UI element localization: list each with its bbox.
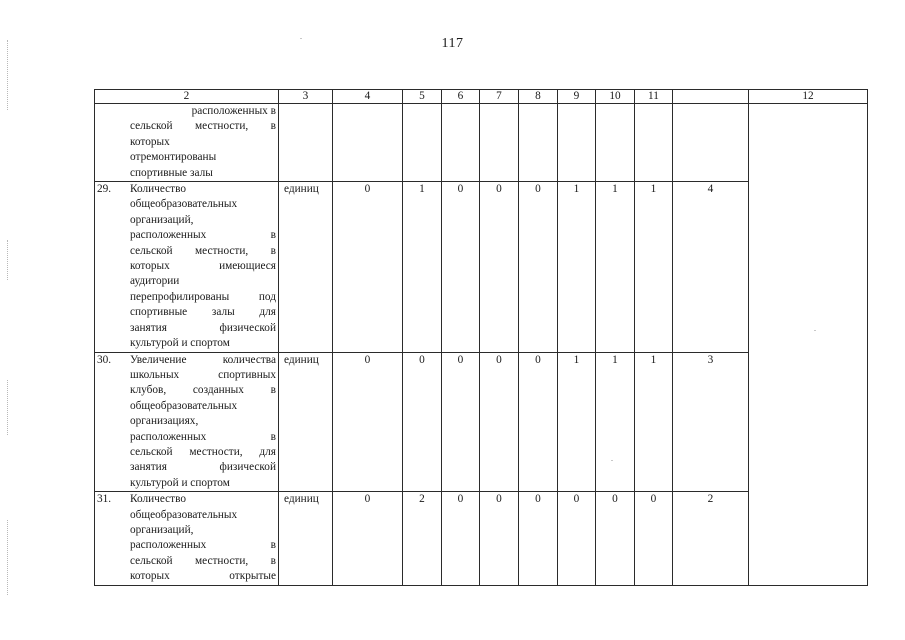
value-cell: 0: [442, 352, 480, 492]
unit-cell: единиц: [279, 492, 333, 585]
header-cell: 4: [333, 90, 403, 104]
header-cell: 10: [596, 90, 635, 104]
table-cell: [558, 104, 596, 182]
indicator-name-line: занятия физической: [130, 321, 276, 334]
indicator-table: [94, 89, 868, 586]
indicator-name-line: школьных спортивных: [130, 368, 276, 381]
value-cell: 1: [635, 182, 673, 352]
header-cell: 5: [403, 90, 442, 104]
indicator-name-line: отремонтированы: [130, 151, 217, 164]
table-cell: [673, 104, 749, 182]
indicator-name-line: Увеличение количества: [130, 353, 276, 366]
indicator-name-line: перепрофилированы под: [130, 290, 276, 303]
value-cell: 1: [635, 352, 673, 492]
value-cell: 0: [558, 492, 596, 585]
row-number: 29.: [97, 183, 112, 196]
header-cell: 11: [635, 90, 673, 104]
value-cell: 1: [596, 182, 635, 352]
left-margin-scan-marks: [7, 380, 9, 435]
indicator-name-line: аудитории: [130, 275, 180, 288]
indicator-name-line: которых открытые: [130, 570, 276, 583]
column-12-cell: [749, 352, 868, 585]
header-cell: [673, 90, 749, 104]
column-12-cell: [749, 104, 868, 353]
value-cell: 0: [442, 492, 480, 585]
value-cell: 0: [480, 492, 519, 585]
left-margin-scan-marks: [7, 240, 9, 280]
value-cell: 0: [596, 492, 635, 585]
header-cell: 9: [558, 90, 596, 104]
row-number: 30.: [97, 353, 112, 366]
value-cell: 2: [403, 492, 442, 585]
value-cell: 1: [558, 352, 596, 492]
table-cell: [403, 104, 442, 182]
value-cell: 1: [558, 182, 596, 352]
table-row-continuation: [95, 104, 868, 182]
header-cell: 8: [519, 90, 558, 104]
indicator-name-line: спортивные залы для: [130, 306, 276, 319]
header-cell: 12: [749, 90, 868, 104]
value-cell: 1: [403, 182, 442, 352]
total-cell: 2: [673, 492, 749, 585]
indicator-name-line: расположенных в: [130, 229, 276, 242]
header-cell: 6: [442, 90, 480, 104]
total-cell: 3: [673, 352, 749, 492]
row-number: 31.: [97, 493, 112, 506]
header-cell: 2: [95, 90, 279, 104]
table-cell: [442, 104, 480, 182]
indicator-name-line: спортивные залы: [130, 166, 213, 179]
indicator-name-line: сельской местности, в: [130, 554, 276, 567]
value-cell: 0: [333, 182, 403, 352]
unit-cell: единиц: [279, 352, 333, 492]
value-cell: 0: [403, 352, 442, 492]
table-cell: [596, 104, 635, 182]
indicator-name-line: клубов, созданных в: [130, 384, 276, 397]
table-cell: [635, 104, 673, 182]
table-cell: [519, 104, 558, 182]
total-cell: 4: [673, 182, 749, 352]
page-number: 117: [441, 36, 464, 51]
value-cell: 0: [519, 492, 558, 585]
value-cell: 0: [519, 352, 558, 492]
indicator-name-line: общеобразовательных: [130, 198, 238, 211]
indicator-name-line: сельской местности, для: [130, 445, 276, 458]
value-cell: 0: [333, 352, 403, 492]
table-cell: [333, 104, 403, 182]
indicator-name-line: культурой и спортом: [130, 337, 230, 350]
value-cell: 0: [333, 492, 403, 585]
indicator-name-line: общеобразовательных: [130, 508, 238, 521]
left-margin-scan-marks: [7, 40, 9, 110]
table-row-30: [95, 352, 868, 492]
scan-speck: [300, 38, 302, 39]
indicator-name-line: сельской местности, в: [130, 120, 276, 133]
header-cell: 7: [480, 90, 519, 104]
indicator-name-line: организациях,: [130, 415, 199, 428]
indicator-name-line: Количество: [130, 183, 186, 196]
value-cell: 0: [480, 182, 519, 352]
header-row: [95, 90, 868, 104]
table-cell: [480, 104, 519, 182]
indicator-name-line: общеобразовательных: [130, 399, 238, 412]
table-cell: [279, 104, 333, 182]
unit-cell: единиц: [279, 182, 333, 352]
indicator-name-line: Количество: [130, 493, 186, 506]
indicator-name-line: занятия физической: [130, 461, 276, 474]
indicator-name-line: сельской местности, в: [130, 244, 276, 257]
header-cell: 3: [279, 90, 333, 104]
value-cell: 0: [519, 182, 558, 352]
indicator-name-line: которых имеющиеся: [130, 260, 276, 273]
indicator-name-line: расположенных в: [130, 539, 276, 552]
value-cell: 1: [596, 352, 635, 492]
value-cell: 0: [635, 492, 673, 585]
indicator-name-cell: [95, 352, 279, 492]
left-margin-scan-marks: [7, 520, 9, 595]
indicator-name-line: организаций,: [130, 523, 194, 536]
indicator-name-line: расположенных в: [191, 105, 276, 117]
indicator-name-cell: [95, 492, 279, 585]
indicator-name-line: культурой и спортом: [130, 476, 230, 489]
indicator-name-cell: [95, 104, 279, 182]
indicator-name-line: которых: [130, 135, 170, 148]
value-cell: 0: [442, 182, 480, 352]
value-cell: 0: [480, 352, 519, 492]
indicator-name-line: организаций,: [130, 213, 194, 226]
indicator-name-line: расположенных в: [130, 430, 276, 443]
indicator-name-cell: [95, 182, 279, 352]
